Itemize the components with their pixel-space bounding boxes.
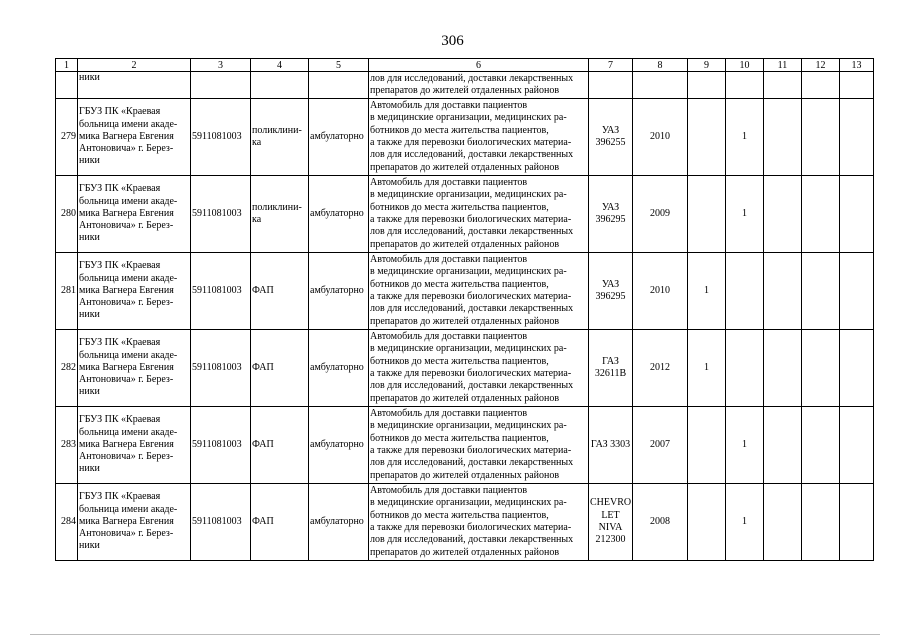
table-row (56, 253, 874, 330)
org-cell-line: Антоновича» г. Берез- (79, 451, 174, 463)
model-cell-line: 212300 (595, 534, 626, 546)
org-cell-line: мика Вагнера Евгения (79, 207, 174, 219)
column-header-row (56, 59, 874, 72)
col9-cell: 1 (688, 330, 726, 407)
cell-empty (633, 72, 688, 99)
purpose-cell-continued (369, 72, 589, 99)
vehicle-table (55, 58, 874, 561)
cell-empty (191, 72, 251, 99)
org-cell-line: Антоновича» г. Берез- (79, 143, 174, 155)
col9-cell: 1 (688, 253, 726, 330)
org-cell-line: больница имени акаде- (79, 272, 178, 284)
org-cell (78, 99, 191, 176)
table-row (56, 99, 874, 176)
year-cell: 2007 (633, 407, 688, 484)
col13-cell (840, 407, 874, 484)
row-number-cell: 284 (56, 484, 78, 561)
row-number-cell: 279 (56, 99, 78, 176)
model-cell-line: УАЗ (601, 278, 620, 290)
purpose-cell-line: Автомобиль для доставки пациентов (370, 408, 528, 420)
unit-cell (251, 99, 309, 176)
col10-cell (726, 253, 764, 330)
year-cell: 2010 (633, 253, 688, 330)
cell-empty (688, 72, 726, 99)
purpose-cell-line: ботников до места жительства пациентов, (370, 509, 549, 521)
purpose-cell-line: а также для перевозки биологических материа- (370, 291, 572, 302)
column-header: 9 (688, 59, 726, 72)
col10-cell: 1 (726, 176, 764, 253)
org-cell-line: ГБУЗ ПК «Краевая (79, 183, 161, 195)
unit-cell-line: ка (252, 137, 262, 148)
model-cell-line: NIVA (598, 522, 623, 533)
purpose-cell-line: в медицинские организации, медицинских ра- (370, 112, 567, 124)
col13-cell (840, 99, 874, 176)
model-cell-line: 396255 (595, 137, 626, 148)
inn-cell: 5911081003 (191, 253, 251, 330)
inn-cell: 5911081003 (191, 176, 251, 253)
org-cell-line: мика Вагнера Евгения (79, 438, 174, 450)
column-header: 7 (589, 59, 633, 72)
unit-cell-line: ка (252, 214, 262, 225)
cell-empty (726, 72, 764, 99)
purpose-cell-line: ботников до места жительства пациентов, (370, 278, 549, 290)
purpose-cell-line: препаратов до жителей отдаленных районов (370, 315, 560, 327)
purpose-cell-line: препаратов до жителей отдаленных районов (370, 546, 560, 558)
col10-cell (726, 330, 764, 407)
purpose-cell-line: ботников до места жительства пациентов, (370, 432, 549, 444)
purpose-cell-line: а также для перевозки биологических материа- (370, 368, 572, 379)
column-header: 4 (251, 59, 309, 72)
col12-cell (802, 99, 840, 176)
inn-cell: 5911081003 (191, 330, 251, 407)
org-cell-line: Антоновича» г. Берез- (79, 297, 174, 309)
org-cell-line: ники (79, 232, 100, 244)
care-type-cell: амбулаторно (309, 484, 369, 561)
model-cell (589, 253, 633, 330)
column-header: 12 (802, 59, 840, 72)
unit-cell (251, 330, 309, 407)
org-cell-line: ГБУЗ ПК «Краевая (79, 414, 161, 426)
row-number-cell: 283 (56, 407, 78, 484)
column-header: 1 (56, 59, 78, 72)
purpose-cell (369, 99, 589, 176)
purpose-cell-line: лов для исследований, доставки лекарственных (370, 303, 574, 315)
cell-empty (589, 72, 633, 99)
col12-cell (802, 484, 840, 561)
purpose-cell-line: препаратов до жителей отдаленных районов (370, 469, 560, 481)
purpose-cell (369, 330, 589, 407)
model-cell-line: 396295 (595, 291, 626, 302)
inn-cell: 5911081003 (191, 484, 251, 561)
col11-cell (764, 99, 802, 176)
purpose-cell-line: препаратов до жителей отдаленных районов (370, 161, 560, 173)
purpose-cell (369, 253, 589, 330)
column-header: 10 (726, 59, 764, 72)
org-cell-line: больница имени акаде- (79, 426, 178, 438)
purpose-cell-line: ботников до места жительства пациентов, (370, 355, 549, 367)
column-header: 2 (78, 59, 191, 72)
cell-empty (251, 72, 309, 99)
col13-cell (840, 484, 874, 561)
org-cell-line: ники (79, 463, 100, 475)
unit-cell-line: ФАП (252, 438, 274, 450)
model-cell-line: ГАЗ (602, 355, 619, 367)
purpose-cell-line: а также для перевозки биологических материа- (370, 522, 572, 533)
page-number: 306 (441, 33, 464, 49)
year-cell: 2009 (633, 176, 688, 253)
col12-cell (802, 253, 840, 330)
purpose-cell-line: в медицинские организации, медицинских ра- (370, 189, 567, 201)
unit-cell-line: ФАП (252, 515, 274, 527)
purpose-cell-line: препаратов до жителей отдаленных районов (370, 238, 560, 250)
col11-cell (764, 176, 802, 253)
purpose-cell-line: а также для перевозки биологических материа- (370, 445, 572, 456)
purpose-cell (369, 484, 589, 561)
cell-empty (840, 72, 874, 99)
col12-cell (802, 330, 840, 407)
org-cell-line: больница имени акаде- (79, 118, 178, 130)
care-type-cell: амбулаторно (309, 407, 369, 484)
column-header: 8 (633, 59, 688, 72)
model-cell-line: 32611В (594, 368, 627, 379)
model-cell (589, 484, 633, 561)
col13-cell (840, 253, 874, 330)
cell-empty (309, 72, 369, 99)
org-cell (78, 176, 191, 253)
col9-cell (688, 407, 726, 484)
purpose-cell-line: лов для исследований, доставки лекарственных (370, 457, 574, 469)
org-cell-line: Антоновича» г. Берез- (79, 220, 174, 232)
col9-cell (688, 99, 726, 176)
unit-cell (251, 253, 309, 330)
unit-cell (251, 407, 309, 484)
col10-cell: 1 (726, 99, 764, 176)
model-cell-line: ГАЗ 3303 (590, 438, 631, 450)
care-type-cell: амбулаторно (309, 176, 369, 253)
col13-cell (840, 330, 874, 407)
col13-cell (840, 176, 874, 253)
purpose-cell (369, 407, 589, 484)
table-row (56, 484, 874, 561)
purpose-cell-line: а также для перевозки биологических материа- (370, 214, 572, 225)
purpose-cell-line: а также для перевозки биологических материа- (370, 137, 572, 148)
model-cell-line: УАЗ (601, 124, 620, 136)
purpose-cell-line: в медицинские организации, медицинских ра- (370, 266, 567, 278)
continuation-row (56, 72, 874, 99)
org-cell-line: мика Вагнера Евгения (79, 361, 174, 373)
cell-empty (56, 72, 78, 99)
model-cell (589, 99, 633, 176)
org-cell-continued: ники (78, 72, 191, 99)
column-header: 3 (191, 59, 251, 72)
purpose-cell-line: ботников до места жительства пациентов, (370, 124, 549, 136)
table-row (56, 330, 874, 407)
purpose-cell-line: в медицинские организации, медицинских ра- (370, 343, 567, 355)
purpose-cell-line: Автомобиль для доставки пациентов (370, 100, 528, 112)
org-cell (78, 253, 191, 330)
org-cell-line: Антоновича» г. Берез- (79, 374, 174, 386)
org-cell (78, 407, 191, 484)
org-cell-line: больница имени акаде- (79, 503, 178, 515)
model-cell-line: LET (601, 509, 620, 521)
unit-cell (251, 484, 309, 561)
col11-cell (764, 253, 802, 330)
year-cell: 2012 (633, 330, 688, 407)
purpose-cell-line: ботников до места жительства пациентов, (370, 201, 549, 213)
purpose-cell-line: лов для исследований, доставки лекарственных (370, 226, 574, 238)
col9-cell (688, 176, 726, 253)
col9-cell (688, 484, 726, 561)
purpose-cell-line: Автомобиль для доставки пациентов (370, 254, 528, 266)
model-cell (589, 407, 633, 484)
org-cell-line: ники (79, 386, 100, 398)
table-body (56, 59, 874, 561)
org-cell-line: ники (79, 155, 100, 167)
purpose-cell (369, 176, 589, 253)
col10-cell: 1 (726, 484, 764, 561)
care-type-cell: амбулаторно (309, 99, 369, 176)
column-header: 6 (369, 59, 589, 72)
org-cell-line: больница имени акаде- (79, 195, 178, 207)
cell-empty (764, 72, 802, 99)
col11-cell (764, 484, 802, 561)
unit-cell-line: поликлини- (252, 124, 302, 136)
org-cell-line: мика Вагнера Евгения (79, 515, 174, 527)
col12-cell (802, 407, 840, 484)
table-row (56, 176, 874, 253)
purpose-cell-line: лов для исследований, доставки лекарственных (370, 380, 574, 392)
org-cell-line: ники (79, 540, 100, 552)
org-cell-line: мика Вагнера Евгения (79, 130, 174, 142)
page-bottom-edge (30, 634, 880, 635)
model-cell-line: 396295 (595, 214, 626, 225)
row-number-cell: 281 (56, 253, 78, 330)
purpose-cell-line: Автомобиль для доставки пациентов (370, 331, 528, 343)
org-cell-line: мика Вагнера Евгения (79, 284, 174, 296)
care-type-cell: амбулаторно (309, 253, 369, 330)
year-cell: 2008 (633, 484, 688, 561)
purpose-cell-line: в медицинские организации, медицинских ра- (370, 420, 567, 432)
org-cell (78, 484, 191, 561)
column-header: 13 (840, 59, 874, 72)
org-cell (78, 330, 191, 407)
purpose-cell-line: в медицинские организации, медицинских ра- (370, 497, 567, 509)
org-cell-line: ГБУЗ ПК «Краевая (79, 260, 161, 272)
inn-cell: 5911081003 (191, 407, 251, 484)
col11-cell (764, 407, 802, 484)
inn-cell: 5911081003 (191, 99, 251, 176)
org-cell-line: больница имени акаде- (79, 349, 178, 361)
model-cell (589, 176, 633, 253)
purpose-cell-line: лов для исследований, доставки лекарственных (370, 149, 574, 161)
model-cell-line: CHEVRO (590, 497, 632, 509)
unit-cell-line: ФАП (252, 284, 274, 296)
org-cell-line: ГБУЗ ПК «Краевая (79, 491, 161, 503)
purpose-line: лов для исследований, доставки лекарственных (370, 72, 574, 84)
care-type-cell: амбулаторно (309, 330, 369, 407)
unit-cell-line: ФАП (252, 361, 274, 373)
col10-cell: 1 (726, 407, 764, 484)
column-header: 11 (764, 59, 802, 72)
table-row (56, 407, 874, 484)
org-cell-line: ГБУЗ ПК «Краевая (79, 337, 161, 349)
cell-empty (802, 72, 840, 99)
row-number-cell: 282 (56, 330, 78, 407)
org-cell-line: ГБУЗ ПК «Краевая (79, 106, 161, 118)
row-number-cell: 280 (56, 176, 78, 253)
col12-cell (802, 176, 840, 253)
purpose-cell-line: Автомобиль для доставки пациентов (370, 177, 528, 189)
unit-cell (251, 176, 309, 253)
purpose-cell-line: препаратов до жителей отдаленных районов (370, 392, 560, 404)
purpose-line: препаратов до жителей отдаленных районов (370, 85, 560, 96)
year-cell: 2010 (633, 99, 688, 176)
org-cell-line: Антоновича» г. Берез- (79, 528, 174, 540)
column-header: 5 (309, 59, 369, 72)
model-cell-line: УАЗ (601, 201, 620, 213)
purpose-cell-line: лов для исследований, доставки лекарственных (370, 534, 574, 546)
org-cell-line: ники (79, 309, 100, 321)
purpose-cell-line: Автомобиль для доставки пациентов (370, 485, 528, 497)
unit-cell-line: поликлини- (252, 201, 302, 213)
col11-cell (764, 330, 802, 407)
model-cell (589, 330, 633, 407)
